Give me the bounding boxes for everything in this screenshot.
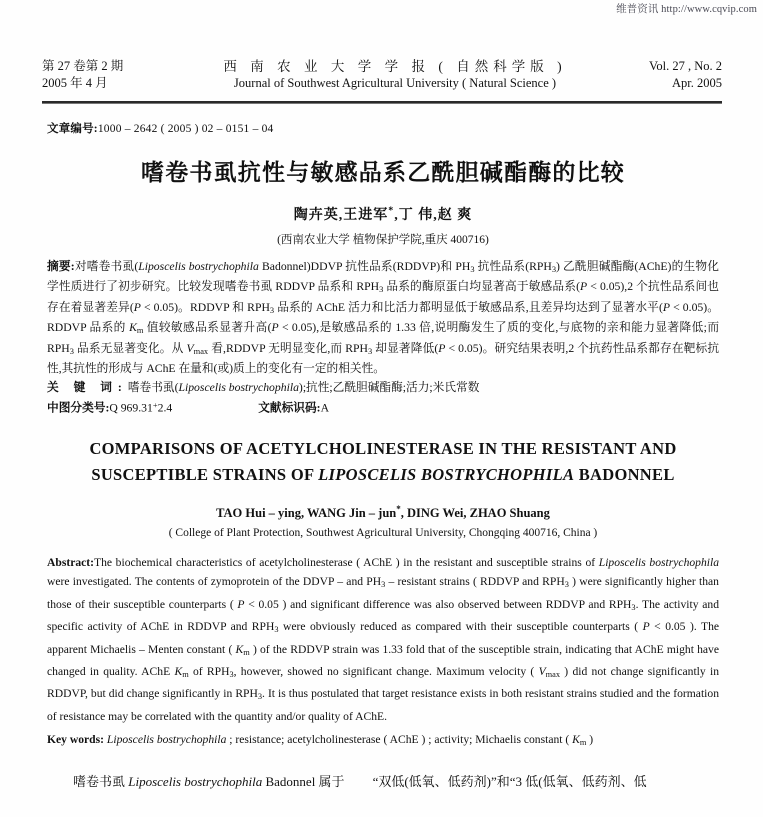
volume-issue-cn: 第 27 卷第 2 期 xyxy=(42,59,124,73)
keywords-en-tail: ) xyxy=(586,733,594,747)
keywords-en-species: Liposcelis bostrychophila xyxy=(106,733,227,747)
abs-en-t13: . It is thus postulated that target resistance exists in both resistant strains studied and the formation of resistance may be correlated with the quantity and/or quality of AChE. xyxy=(47,687,719,723)
abs-cn-p15: < 0.05)。研究结果表明,2 个抗药性品系都存在靶标抗性,其抗性的形成与 AChE 在量和(或)质上的变化有一定的相关性。 xyxy=(47,341,720,376)
article-content xyxy=(47,112,719,792)
abs-cn-p6: < 0.05),2 个抗性品系间也存在着显著差异( xyxy=(47,280,719,314)
masthead-left xyxy=(42,58,123,92)
km-subscript-en: m xyxy=(243,647,250,657)
title-en-species: LIPOSCELIS BOSTRYCHOPHILA xyxy=(318,464,575,484)
vmax-subscript-en: max xyxy=(545,669,561,679)
affiliation-en: ( College of Plant Protection, Southwest Agricultural University, Chongqing 400716, China ) xyxy=(168,526,598,539)
abs-en-s5: 3 xyxy=(229,669,234,679)
journal-title-cn: 西 南 农 业 大 学 学 报 ( 自然科学版 ) xyxy=(223,59,567,74)
keywords-cn-label: 关 键 词: xyxy=(47,380,128,394)
p-value-symbol-2: P xyxy=(133,300,141,314)
body-pre: 嗜卷书虱 xyxy=(73,773,129,789)
authors-cn-head: 陶卉英,王进军 xyxy=(293,208,389,223)
masthead-divider xyxy=(42,101,722,104)
article-number-value: 1000 – 2642 ( 2005 ) 02 – 0151 – 04 xyxy=(97,123,274,135)
doc-code-label: 文献标识码: xyxy=(258,401,321,415)
abs-cn-p10: 值较敏感品系显著升高( xyxy=(143,321,272,335)
date-cn: 2005 年 4 月 xyxy=(42,76,108,90)
clc-value-superscript: + xyxy=(152,400,158,411)
km-subscript-cn: m xyxy=(136,325,144,336)
abs-en-s3: 3 xyxy=(631,602,636,612)
p-value-symbol-1: P xyxy=(580,280,588,294)
keywords-en-label: Key words: xyxy=(47,733,104,747)
km-symbol-cn: K xyxy=(129,321,137,335)
abs-cn-sub3: 3 xyxy=(379,284,384,295)
abs-cn-p13: 看,RDDVP 无明显变化,而 RPH xyxy=(208,341,368,355)
vmax-subscript-cn: max xyxy=(193,345,209,356)
authors-en xyxy=(47,504,719,521)
abs-cn-sub6: 3 xyxy=(368,345,373,356)
abs-en-p2: P xyxy=(642,620,650,634)
keywords-en xyxy=(47,730,719,752)
abs-cn-p8: 品系的 AChE 活力和比活力都明显低于敏感品系,且差异均达到了显著水平( xyxy=(274,300,663,314)
abs-cn-sub2: 3 xyxy=(551,263,557,274)
vmax-symbol-cn: V xyxy=(186,341,194,355)
abstract-en-label: Abstract: xyxy=(47,555,95,569)
authors-en-head: TAO Hui – ying, WANG Jin – jun xyxy=(216,505,397,520)
body-post: “双低(低氧、低药剂)”和“3 低(低氧、低药剂、低 xyxy=(372,773,647,789)
body-mid: Badonnel 属于 xyxy=(262,773,345,789)
abs-en-t2: were investigated. The contents of zymoprotein of the DDVP – and PH xyxy=(47,575,382,589)
clc-label: 中图分类号: xyxy=(47,401,110,415)
abs-cn-p14: 却显著降低( xyxy=(372,341,439,355)
keywords-cn-species: Liposcelis bostrychophila xyxy=(178,380,299,394)
masthead-right xyxy=(649,58,722,92)
abs-en-t5: < 0.05 ) and significant difference was also observed between RDDVP and RPH xyxy=(244,597,632,611)
corresponding-author-mark-en: * xyxy=(396,503,401,514)
keywords-en-km: K xyxy=(572,733,580,747)
title-en-line1: COMPARISONS OF ACETYLCHOLINESTERASE IN THE RESISTANT AND xyxy=(89,438,677,458)
abs-cn-p4: ) 乙酰胆碱酯酶(AChE)的生物化学性质进行了初步研究。比较发现嗜卷书虱 RDDVP 品系和 RPH xyxy=(47,260,719,294)
keywords-cn-post: );抗性;乙酰胆碱酯酶;活力;米氏常数 xyxy=(298,380,480,394)
abs-en-s6: 3 xyxy=(257,692,263,702)
abs-en-s4: 3 xyxy=(274,624,279,634)
abs-en-t4: ) were significantly higher than those of their susceptible counterparts ( xyxy=(47,575,719,611)
abs-cn-p12: 品系无显著变化。从 xyxy=(73,341,187,355)
abs-en-t11: , however, showed no significant change. Maximum velocity ( xyxy=(233,664,539,678)
keywords-en-km-sub: m xyxy=(579,738,587,748)
species-name-italic: Liposcelis bostrychophila xyxy=(138,260,259,273)
km-subscript-en-2: m xyxy=(182,669,189,679)
clc-value-tail: 2.4 xyxy=(157,401,173,415)
abs-cn-p7: < 0.05)。RDDVP 和 RPH xyxy=(140,300,270,314)
keywords-en-post: ; resistance; acetylcholinesterase ( AChE ) ; activity; Michaelis constant ( xyxy=(226,733,573,747)
keywords-cn-pre: 嗜卷书虱( xyxy=(127,380,179,394)
km-symbol-en-2: K xyxy=(174,664,183,678)
abstract-en xyxy=(47,553,719,727)
article-number-label: 文章编号: xyxy=(47,123,98,135)
watermark-text: 维普资讯 http://www.cqvip.com xyxy=(616,4,757,15)
date-en: Apr. 2005 xyxy=(672,76,722,90)
abs-en-t10: of RPH xyxy=(188,664,230,678)
abs-cn-p1: 对嗜卷书虱( xyxy=(74,260,139,273)
corresponding-author-mark: * xyxy=(388,205,395,217)
abs-cn-sub1: 3 xyxy=(470,263,475,274)
abs-cn-p2: Badonnel)DDVP 抗性品系(RDDVP)和 PH xyxy=(258,260,471,273)
abs-en-p1: P xyxy=(237,597,245,611)
body-species: Liposcelis bostrychophila xyxy=(128,773,263,789)
abs-en-t12: ) did not change significantly in RDDVP, but did change significantly in RPH xyxy=(47,664,719,701)
affiliation-cn: (西南农业大学 植物保护学院,重庆 400716) xyxy=(277,234,489,246)
clc-value: Q 969.31 xyxy=(109,401,153,415)
p-value-symbol-3: P xyxy=(662,300,671,314)
journal-masthead xyxy=(42,58,722,102)
doc-code-value: A xyxy=(320,401,330,415)
title-en-line2-post: BADONNEL xyxy=(574,464,675,484)
page-title-cn: 嗜卷书虱抗性与敏感品系乙酰胆碱酯酶的比较 xyxy=(141,160,625,186)
abs-en-s2: 3 xyxy=(564,580,569,590)
article-number xyxy=(47,120,719,136)
authors-en-tail: , DING Wei, ZHAO Shuang xyxy=(400,505,550,520)
page-title-en xyxy=(47,436,719,488)
abstract-cn-label: 摘要: xyxy=(47,260,75,273)
p-value-symbol-5: P xyxy=(438,341,446,355)
authors-cn-tail: ,丁 伟,赵 爽 xyxy=(394,208,473,223)
abs-cn-p9: < 0.05)。RDDVP 品系的 xyxy=(47,300,719,335)
abstract-cn xyxy=(47,258,719,378)
abs-cn-p3: 抗性品系(RPH xyxy=(474,260,552,273)
keywords-cn xyxy=(47,379,719,397)
abs-en-species: Liposcelis bostrychophila xyxy=(598,555,719,569)
classification-line xyxy=(47,397,719,417)
abs-en-t8: < 0.05 ). The apparent Michaelis – Menten constant ( xyxy=(47,620,720,656)
km-symbol-en: K xyxy=(235,642,244,656)
abs-en-s1: 3 xyxy=(381,580,386,590)
p-value-symbol-4: P xyxy=(271,321,279,335)
masthead-center xyxy=(190,58,600,92)
title-en-line2-pre: SUSCEPTIBLE STRAINS OF xyxy=(91,464,319,484)
abs-en-t6: . The activity and specific activity of AChE in RDDVP and RPH xyxy=(47,597,719,634)
body-text-first-line xyxy=(47,772,719,792)
abs-en-t9: ) of the RDDVP strain was 1.33 fold that of the susceptible strain, indicating that AChE might have changed in quality. AChE xyxy=(47,642,719,678)
abs-cn-p5: 品系的酶原蛋白均显著高于敏感品系( xyxy=(383,280,581,294)
abs-cn-sub5: 3 xyxy=(69,345,74,356)
abs-en-t1: The biochemical characteristics of acetylcholinesterase ( AChE ) in the resistant and susceptible strains of xyxy=(94,555,599,569)
abs-cn-sub4: 3 xyxy=(269,304,275,315)
journal-title-en: Journal of Southwest Agricultural University ( Natural Science ) xyxy=(233,76,557,90)
volume-issue-en: Vol. 27 , No. 2 xyxy=(648,59,722,73)
vmax-symbol-en: V xyxy=(538,664,546,678)
authors-cn xyxy=(47,204,719,224)
abs-cn-p11: < 0.05),是敏感品系的 1.33 倍,说明酶发生了质的变化,与底物的亲和能力显著降低;而 RPH xyxy=(47,321,720,355)
abs-en-t7: were obviously reduced as compared with their susceptible counterparts ( xyxy=(278,620,643,634)
abs-en-t3: – resistant strains ( RDDVP and RPH xyxy=(385,575,565,589)
